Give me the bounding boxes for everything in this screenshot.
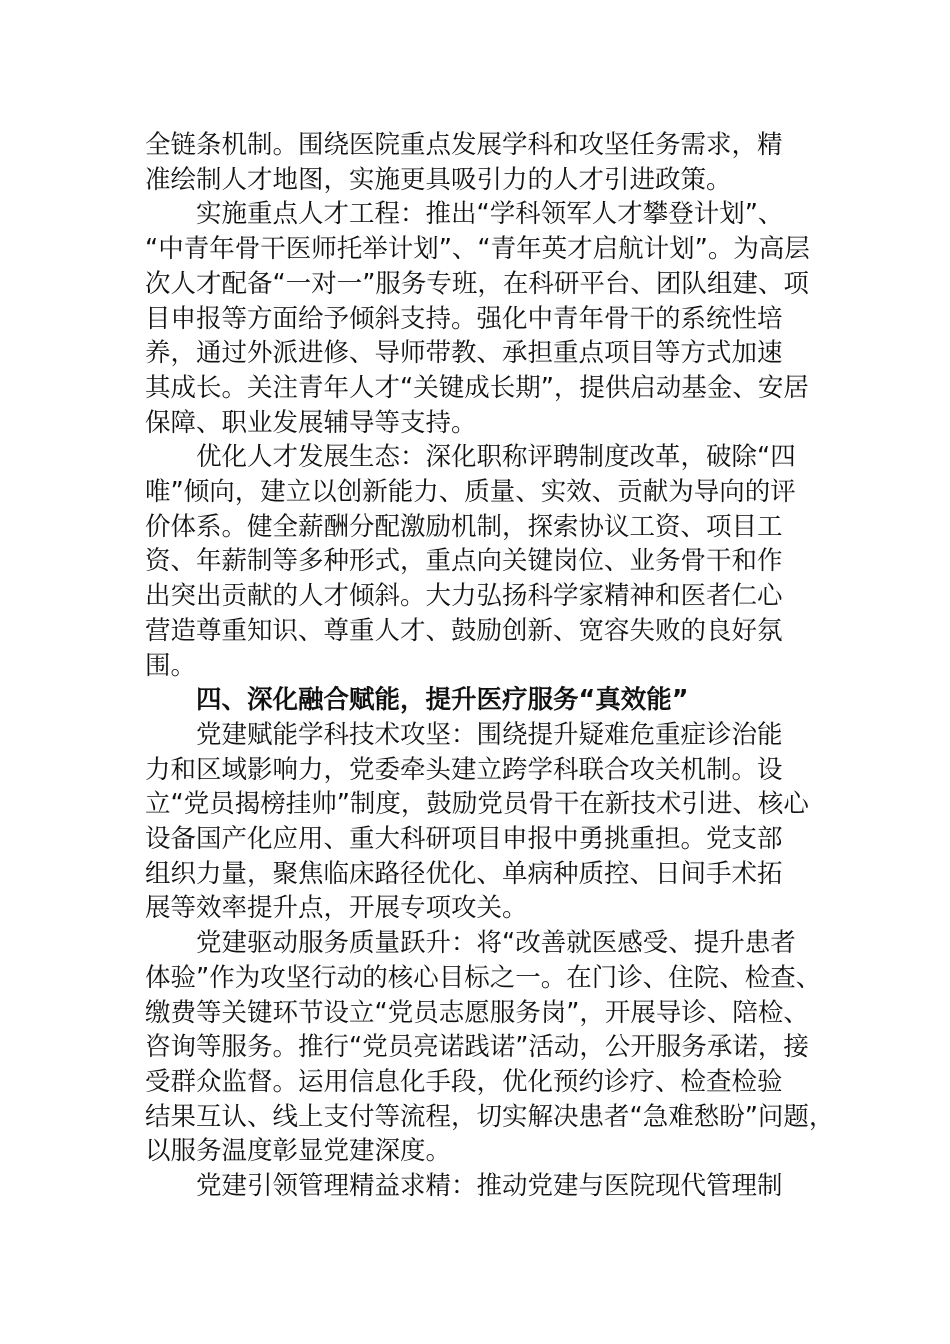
text-line: 养，通过外派进修、导师带教、承担重点项目等方式加速 [145, 338, 783, 369]
paragraph [145, 718, 825, 926]
text-line: 实施重点人才工程：推出“学科领军人才攀登计划”、 [196, 199, 784, 230]
text-line: 全链条机制。围绕医院重点发展学科和攻坚任务需求，精 [145, 130, 783, 160]
text-line: 营造尊重知识、尊重人才、鼓励创新、宽容失败的良好氛 [145, 615, 783, 646]
text-line: 咨询等服务。推行“党员亮诺践诺”活动，公开服务承诺，接 [145, 1032, 809, 1063]
text-line: 结果互认、线上支付等流程，切实解决患者“急难愁盼”问题， [145, 1101, 835, 1132]
text-line: 设备国产化应用、重大科研项目申报中勇挑重担。党支部 [145, 824, 783, 855]
paragraph [145, 1169, 825, 1204]
text-line: 目申报等方面给予倾斜支持。强化中青年骨干的系统性培 [145, 303, 783, 334]
text-line: 出突出贡献的人才倾斜。大力弘扬科学家精神和医者仁心 [145, 581, 783, 612]
text-line: 党建赋能学科技术攻坚：围绕提升疑难危重症诊治能 [196, 719, 783, 750]
text-line: 立“党员揭榜挂帅”制度，鼓励党员骨干在新技术引进、核心 [145, 789, 809, 820]
paragraph [145, 440, 825, 683]
document-body [145, 128, 835, 1204]
text-line: 价体系。健全薪酬分配激励机制，探索协议工资、项目工 [145, 511, 783, 542]
text-line: 唯”倾向，建立以创新能力、质量、实效、贡献为导向的评 [145, 477, 796, 508]
text-line: 围。 [145, 650, 197, 681]
heading-text: 四、深化融合赋能，提升医疗服务“真效能” [196, 685, 689, 716]
text-line: 准绘制人才地图，实施更具吸引力的人才引进政策。 [145, 164, 732, 195]
text-line: 力和区域影响力，党委牵头建立跨学科联合攻关机制。设 [145, 754, 783, 785]
text-line: 优化人才发展生态：深化职称评聘制度改革，破除“四 [196, 442, 796, 473]
text-line: 体验”作为攻坚行动的核心目标之一。在门诊、住院、检查、 [145, 962, 822, 993]
text-line: 党建引领管理精益求精：推动党建与医院现代管理制 [196, 1171, 783, 1202]
text-line: 次人才配备“一对一”服务专班，在科研平台、团队组建、项 [145, 268, 809, 299]
text-line: 缴费等关键环节设立“党员志愿服务岗”，开展导诊、陪检、 [145, 997, 809, 1028]
section-heading [145, 683, 825, 718]
text-line: 其成长。关注青年人才“关键成长期”，提供启动基金、安居 [145, 372, 809, 403]
paragraph [145, 926, 835, 1169]
text-line: 组织力量，聚焦临床路径优化、单病种质控、日间手术拓 [145, 858, 783, 889]
text-line: 党建驱动服务质量跃升：将“改善就医感受、提升患者 [196, 928, 796, 959]
text-line: 资、年薪制等多种形式，重点向关键岗位、业务骨干和作 [145, 546, 783, 577]
text-line: 展等效率提升点，开展专项攻关。 [145, 893, 528, 924]
paragraph [145, 197, 825, 440]
text-line: “中青年骨干医师托举计划”、“青年英才启航计划”。为高层 [145, 234, 810, 265]
paragraph [145, 128, 825, 197]
text-line: 受群众监督。运用信息化手段，优化预约诊疗、检查检验 [145, 1066, 783, 1097]
text-line: 保障、职业发展辅导等支持。 [145, 407, 477, 438]
text-line: 以服务温度彰显党建深度。 [145, 1136, 452, 1167]
